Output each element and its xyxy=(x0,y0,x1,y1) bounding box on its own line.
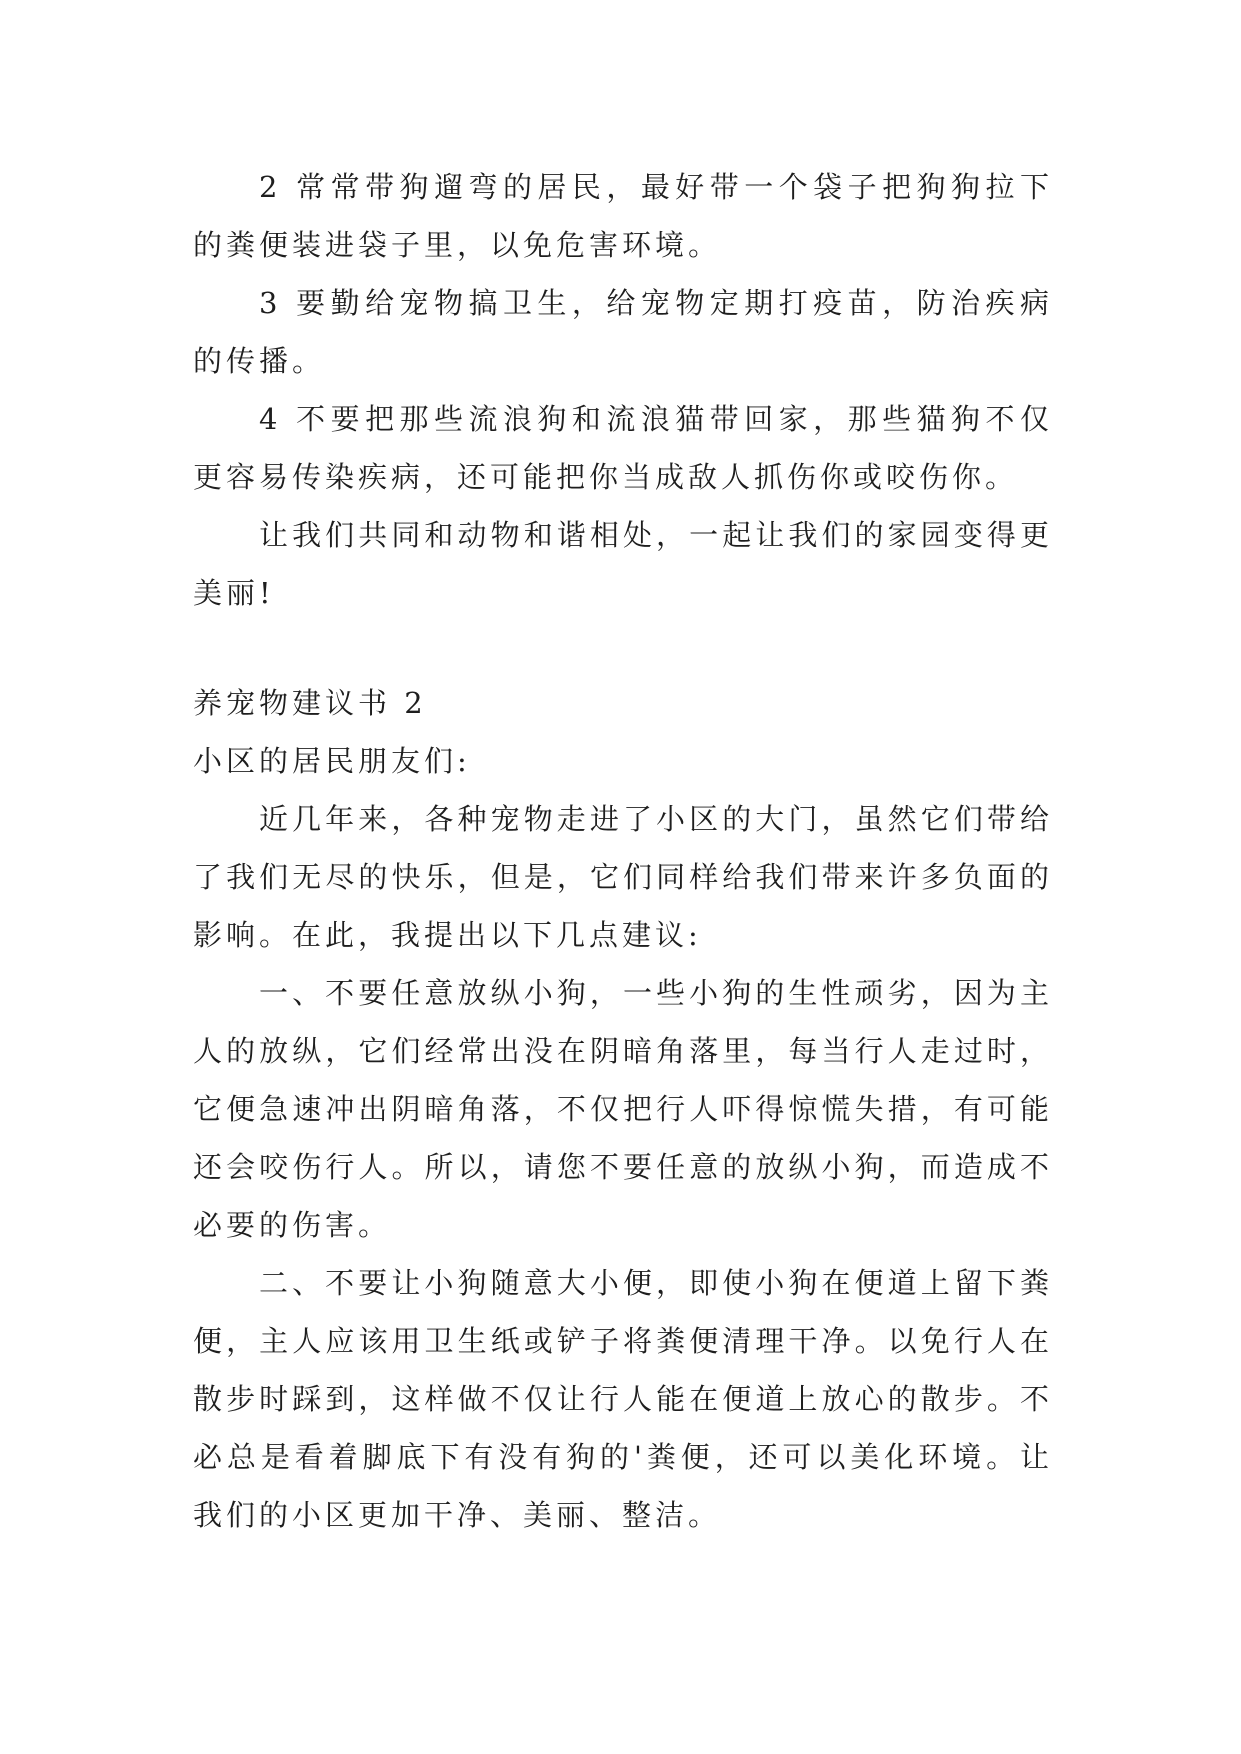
paragraph-suggestion-2: 二、不要让小狗随意大小便，即使小狗在便道上留下粪便，主人应该用卫生纸或铲子将粪便清理干净。以免行人在散步时踩到，这样做不仅让行人能在便道上放心的散步。不必总是看着脚底下有没有狗的'粪便，还可以美化环境。让我们的小区更加干净、美丽、整洁。 xyxy=(193,1266,1053,1532)
salutation: 小区的居民朋友们: xyxy=(193,744,471,778)
paragraph-intro: 近几年来，各种宠物走进了小区的大门，虽然它们带给了我们无尽的快乐，但是，它们同样给我们带来许多负面的影响。在此，我提出以下几点建议: xyxy=(193,802,1053,952)
paragraph-tip-3: 3 要勤给宠物搞卫生，给宠物定期打疫苗，防治疾病的传播。 xyxy=(193,286,1053,378)
paragraph-suggestion-1: 一、不要任意放纵小狗，一些小狗的生性顽劣，因为主人的放纵，它们经常出没在阴暗角落里，每当行人走过时，它便急速冲出阴暗角落，不仅把行人吓得惊慌失措，有可能还会咬伤行人。所以，请您不要任意的放纵小狗，而造成不必要的伤害。 xyxy=(193,976,1053,1242)
paragraph-tip-4: 4 不要把那些流浪狗和流浪猫带回家，那些猫狗不仅更容易传染疾病，还可能把你当成敌人抓伤你或咬伤你。 xyxy=(193,402,1053,494)
paragraph-closing: 让我们共同和动物和谐相处，一起让我们的家园变得更美丽! xyxy=(193,518,1053,610)
paragraph-tip-2: 2 常常带狗遛弯的居民，最好带一个袋子把狗狗拉下的粪便装进袋子里，以免危害环境。 xyxy=(193,170,1053,262)
document-body xyxy=(193,158,1053,1544)
section-title: 养宠物建议书 2 xyxy=(193,686,427,720)
